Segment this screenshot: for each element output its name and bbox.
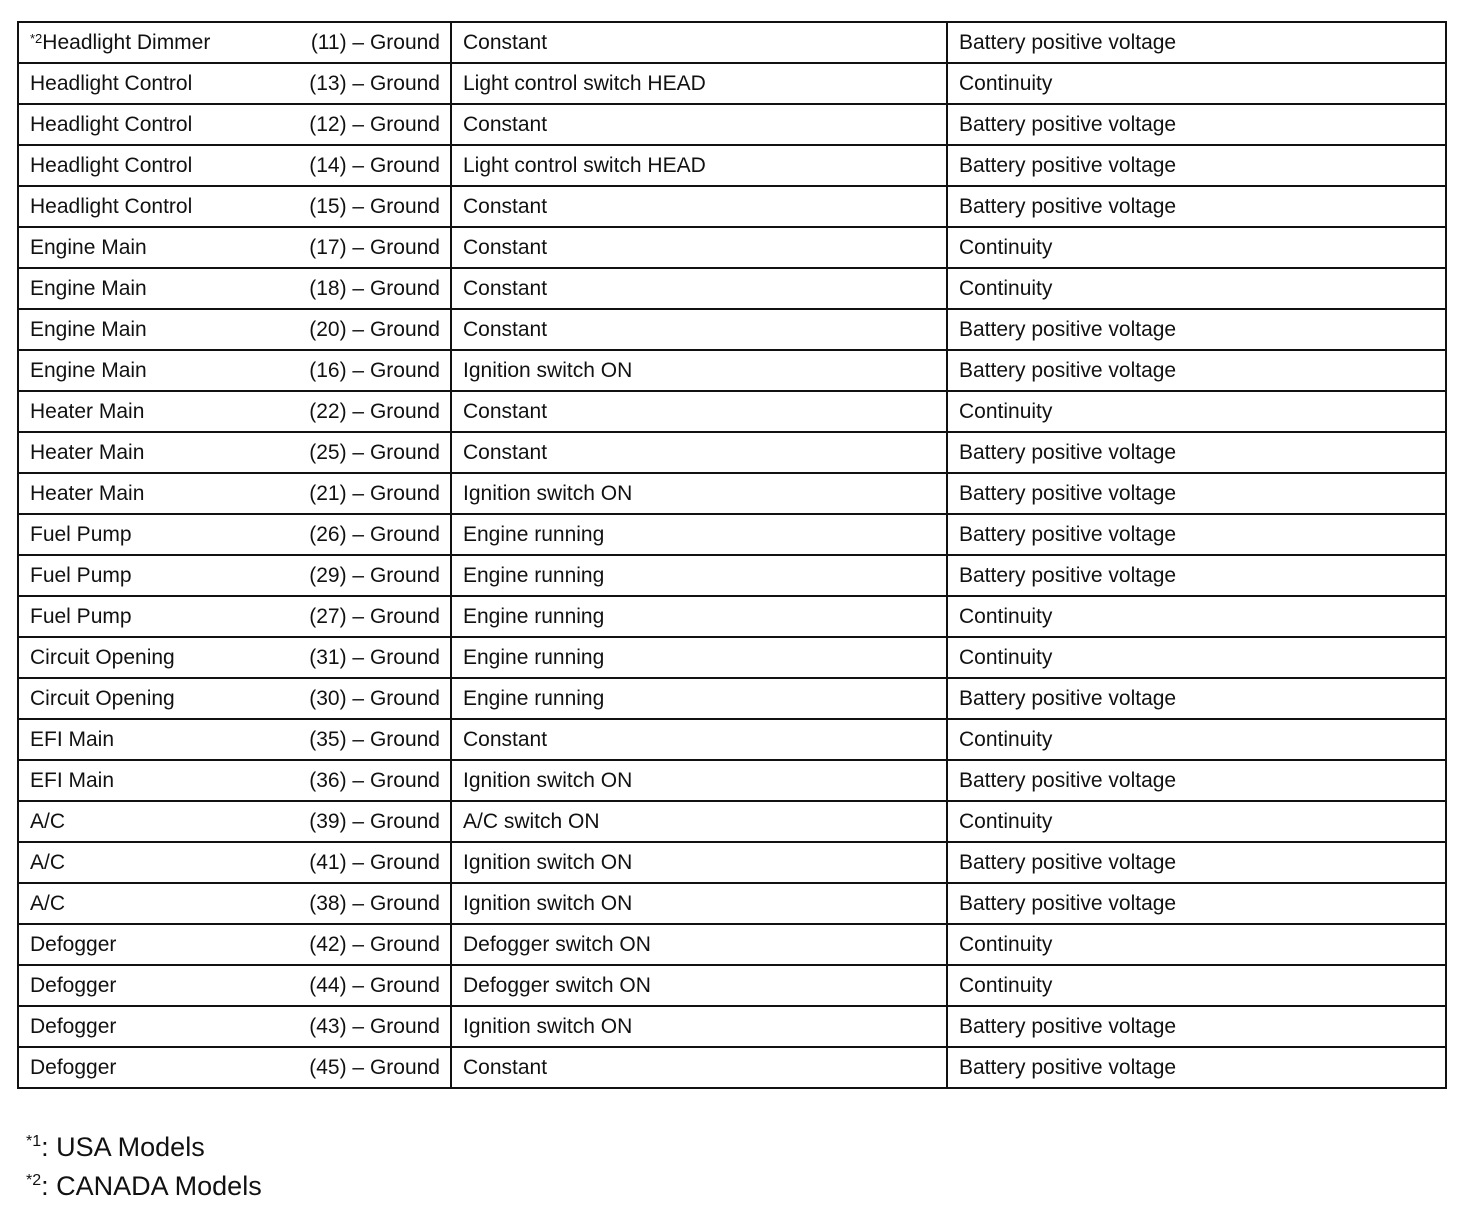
table-row: [18, 801, 1446, 842]
terminal-connection: (25) – Ground: [309, 440, 440, 464]
terminal-connection: (42) – Ground: [309, 932, 440, 956]
circuit-label: Fuel Pump: [30, 522, 132, 546]
terminal-connection: (45) – Ground: [309, 1055, 440, 1079]
circuit-terminal-cell: [18, 637, 451, 678]
circuit-terminal-cell: [18, 432, 451, 473]
circuit-name: [30, 1057, 116, 1079]
table-row: [18, 965, 1446, 1006]
circuit-name: [30, 237, 147, 259]
circuit-terminal-cell: [18, 1006, 451, 1047]
circuit-label: Heater Main: [30, 399, 145, 423]
terminal-connection: (27) – Ground: [309, 604, 440, 628]
specified-value-cell: Battery positive voltage: [947, 760, 1446, 801]
specified-value-cell: Battery positive voltage: [947, 678, 1446, 719]
circuit-terminal-cell: [18, 965, 451, 1006]
circuit-name: [30, 401, 144, 423]
table-row: [18, 309, 1446, 350]
circuit-terminal-cell: [18, 801, 451, 842]
condition-cell: A/C switch ON: [451, 801, 947, 842]
specified-value-cell: Continuity: [947, 63, 1446, 104]
circuit-terminal-wrap: [30, 483, 450, 505]
circuit-name: [30, 278, 147, 300]
terminal-connection: (12) – Ground: [309, 112, 440, 136]
circuit-name: [30, 73, 192, 95]
circuit-name: [30, 606, 132, 628]
circuit-terminal-cell: [18, 268, 451, 309]
terminal-connection: (44) – Ground: [309, 973, 440, 997]
terminal-connection: (14) – Ground: [309, 153, 440, 177]
condition-cell: Ignition switch ON: [451, 350, 947, 391]
condition-cell: Ignition switch ON: [451, 473, 947, 514]
table-row: [18, 63, 1446, 104]
circuit-name: [30, 114, 192, 136]
footnote-text: : CANADA Models: [41, 1171, 262, 1201]
circuit-terminal-cell: [18, 391, 451, 432]
table-row: [18, 227, 1446, 268]
circuit-terminal-cell: [18, 719, 451, 760]
terminal-connection: (17) – Ground: [309, 235, 440, 259]
terminal-check-sheet: [17, 21, 1445, 1089]
terminal-connection: (39) – Ground: [309, 809, 440, 833]
terminal-connection: (35) – Ground: [309, 727, 440, 751]
footnote-line: [26, 1167, 262, 1206]
specified-value-cell: Battery positive voltage: [947, 1006, 1446, 1047]
condition-cell: Constant: [451, 268, 947, 309]
specified-value-cell: Continuity: [947, 227, 1446, 268]
circuit-label: Heater Main: [30, 440, 145, 464]
footnote-text: : USA Models: [41, 1132, 205, 1162]
footnote-mark: *1: [26, 1133, 42, 1150]
specified-value-cell: Battery positive voltage: [947, 555, 1446, 596]
table-row: [18, 924, 1446, 965]
table-row: [18, 104, 1446, 145]
circuit-label: Engine Main: [30, 235, 147, 259]
circuit-label: Defogger: [30, 1055, 117, 1079]
condition-cell: Light control switch HEAD: [451, 145, 947, 186]
circuit-terminal-cell: [18, 104, 451, 145]
specified-value-cell: Battery positive voltage: [947, 842, 1446, 883]
circuit-name: [30, 32, 210, 54]
specified-value-cell: Battery positive voltage: [947, 883, 1446, 924]
circuit-name: [30, 729, 114, 751]
circuit-terminal-wrap: [30, 565, 450, 587]
circuit-label: Engine Main: [30, 276, 147, 300]
condition-cell: Ignition switch ON: [451, 842, 947, 883]
circuit-label: Fuel Pump: [30, 604, 132, 628]
terminal-connection: (30) – Ground: [309, 686, 440, 710]
condition-cell: Ignition switch ON: [451, 760, 947, 801]
condition-cell: Engine running: [451, 596, 947, 637]
table-row: [18, 186, 1446, 227]
specified-value-cell: Battery positive voltage: [947, 309, 1446, 350]
circuit-name: [30, 852, 65, 874]
circuit-terminal-wrap: [30, 893, 450, 915]
circuit-terminal-cell: [18, 473, 451, 514]
terminal-connection: (26) – Ground: [309, 522, 440, 546]
circuit-terminal-wrap: [30, 729, 450, 751]
specified-value-cell: Continuity: [947, 637, 1446, 678]
table-row: [18, 350, 1446, 391]
circuit-terminal-wrap: [30, 237, 450, 259]
condition-cell: Constant: [451, 309, 947, 350]
circuit-label: Heater Main: [30, 481, 145, 505]
table-row: [18, 719, 1446, 760]
specified-value-cell: Battery positive voltage: [947, 22, 1446, 63]
circuit-label: Headlight Control: [30, 112, 193, 136]
circuit-terminal-cell: [18, 760, 451, 801]
table-row: [18, 555, 1446, 596]
specified-value-cell: Battery positive voltage: [947, 186, 1446, 227]
footnote-mark: *2: [30, 30, 43, 46]
circuit-terminal-cell: [18, 22, 451, 63]
terminal-connection: (22) – Ground: [309, 399, 440, 423]
condition-cell: Engine running: [451, 637, 947, 678]
circuit-label: EFI Main: [30, 727, 115, 751]
circuit-terminal-cell: [18, 309, 451, 350]
terminal-connection: (41) – Ground: [309, 850, 440, 874]
specified-value-cell: Battery positive voltage: [947, 145, 1446, 186]
specified-value-cell: Continuity: [947, 268, 1446, 309]
condition-cell: Light control switch HEAD: [451, 63, 947, 104]
table-row: [18, 678, 1446, 719]
terminal-connection: (20) – Ground: [309, 317, 440, 341]
circuit-terminal-wrap: [30, 196, 450, 218]
circuit-name: [30, 155, 192, 177]
circuit-terminal-cell: [18, 1047, 451, 1088]
circuit-terminal-wrap: [30, 524, 450, 546]
circuit-terminal-wrap: [30, 319, 450, 341]
circuit-label: A/C: [30, 891, 66, 915]
condition-cell: Constant: [451, 186, 947, 227]
condition-cell: Constant: [451, 1047, 947, 1088]
circuit-name: [30, 975, 116, 997]
circuit-terminal-cell: [18, 678, 451, 719]
condition-cell: Defogger switch ON: [451, 965, 947, 1006]
condition-cell: Constant: [451, 391, 947, 432]
circuit-name: [30, 1016, 116, 1038]
table-row: [18, 432, 1446, 473]
circuit-label: Circuit Opening: [30, 686, 175, 710]
specified-value-cell: Battery positive voltage: [947, 514, 1446, 555]
condition-cell: Engine running: [451, 514, 947, 555]
circuit-name: [30, 811, 65, 833]
circuit-terminal-cell: [18, 350, 451, 391]
table-row: [18, 883, 1446, 924]
condition-cell: Constant: [451, 104, 947, 145]
circuit-name: [30, 360, 147, 382]
circuit-label: Headlight Dimmer: [42, 30, 211, 54]
circuit-terminal-wrap: [30, 934, 450, 956]
terminal-connection: (13) – Ground: [309, 71, 440, 95]
table-row: [18, 760, 1446, 801]
circuit-terminal-wrap: [30, 975, 450, 997]
specified-value-cell: Continuity: [947, 719, 1446, 760]
specified-value-cell: Continuity: [947, 924, 1446, 965]
specified-value-cell: Battery positive voltage: [947, 104, 1446, 145]
footnote-line: [26, 1128, 262, 1167]
table-row: [18, 637, 1446, 678]
table-row: [18, 145, 1446, 186]
circuit-terminal-cell: [18, 883, 451, 924]
table-row: [18, 596, 1446, 637]
circuit-terminal-wrap: [30, 606, 450, 628]
circuit-terminal-cell: [18, 514, 451, 555]
circuit-terminal-cell: [18, 924, 451, 965]
circuit-terminal-wrap: [30, 770, 450, 792]
table-row: [18, 473, 1446, 514]
terminal-connection: (16) – Ground: [309, 358, 440, 382]
table-body: [18, 22, 1446, 1088]
circuit-label: Headlight Control: [30, 71, 193, 95]
circuit-name: [30, 319, 147, 341]
condition-cell: Engine running: [451, 555, 947, 596]
terminal-check-table: [17, 21, 1447, 1089]
circuit-name: [30, 647, 175, 669]
circuit-label: Defogger: [30, 1014, 117, 1038]
specified-value-cell: Battery positive voltage: [947, 1047, 1446, 1088]
circuit-label: Fuel Pump: [30, 563, 132, 587]
table-row: [18, 514, 1446, 555]
specified-value-cell: Continuity: [947, 596, 1446, 637]
circuit-terminal-cell: [18, 842, 451, 883]
terminal-connection: (18) – Ground: [309, 276, 440, 300]
circuit-terminal-wrap: [30, 32, 450, 54]
condition-cell: Ignition switch ON: [451, 883, 947, 924]
condition-cell: Constant: [451, 22, 947, 63]
circuit-label: A/C: [30, 850, 66, 874]
circuit-name: [30, 196, 192, 218]
circuit-name: [30, 934, 116, 956]
condition-cell: Ignition switch ON: [451, 1006, 947, 1047]
specified-value-cell: Battery positive voltage: [947, 350, 1446, 391]
terminal-connection: (43) – Ground: [309, 1014, 440, 1038]
circuit-name: [30, 688, 175, 710]
specified-value-cell: Battery positive voltage: [947, 473, 1446, 514]
circuit-label: A/C: [30, 809, 66, 833]
specified-value-cell: Continuity: [947, 391, 1446, 432]
circuit-terminal-cell: [18, 186, 451, 227]
table-row: [18, 1047, 1446, 1088]
circuit-terminal-wrap: [30, 1057, 450, 1079]
circuit-name: [30, 442, 144, 464]
condition-cell: Constant: [451, 432, 947, 473]
circuit-label: Headlight Control: [30, 153, 193, 177]
circuit-label: Defogger: [30, 973, 117, 997]
circuit-terminal-wrap: [30, 442, 450, 464]
circuit-label: Engine Main: [30, 317, 147, 341]
terminal-connection: (31) – Ground: [309, 645, 440, 669]
terminal-connection: (36) – Ground: [309, 768, 440, 792]
circuit-terminal-wrap: [30, 811, 450, 833]
table-row: [18, 842, 1446, 883]
circuit-terminal-wrap: [30, 278, 450, 300]
terminal-connection: (15) – Ground: [309, 194, 440, 218]
circuit-name: [30, 893, 65, 915]
circuit-terminal-wrap: [30, 1016, 450, 1038]
condition-cell: Defogger switch ON: [451, 924, 947, 965]
circuit-name: [30, 483, 144, 505]
table-row: [18, 268, 1446, 309]
circuit-terminal-cell: [18, 227, 451, 268]
condition-cell: Engine running: [451, 678, 947, 719]
circuit-terminal-wrap: [30, 360, 450, 382]
circuit-terminal-wrap: [30, 647, 450, 669]
terminal-connection: (29) – Ground: [309, 563, 440, 587]
table-row: [18, 391, 1446, 432]
condition-cell: Constant: [451, 719, 947, 760]
circuit-terminal-wrap: [30, 114, 450, 136]
specified-value-cell: Continuity: [947, 965, 1446, 1006]
circuit-name: [30, 524, 132, 546]
circuit-terminal-wrap: [30, 401, 450, 423]
circuit-label: Engine Main: [30, 358, 147, 382]
terminal-connection: (38) – Ground: [309, 891, 440, 915]
footnote-mark: *2: [26, 1172, 42, 1189]
circuit-label: Defogger: [30, 932, 117, 956]
circuit-name: [30, 565, 132, 587]
specified-value-cell: Battery positive voltage: [947, 432, 1446, 473]
table-row: [18, 22, 1446, 63]
circuit-terminal-cell: [18, 555, 451, 596]
circuit-name: [30, 770, 114, 792]
circuit-terminal-wrap: [30, 688, 450, 710]
condition-cell: Constant: [451, 227, 947, 268]
circuit-label: Headlight Control: [30, 194, 193, 218]
circuit-label: EFI Main: [30, 768, 115, 792]
footnotes: [26, 1128, 262, 1206]
circuit-label: Circuit Opening: [30, 645, 175, 669]
circuit-terminal-wrap: [30, 155, 450, 177]
circuit-terminal-wrap: [30, 852, 450, 874]
terminal-connection: (11) – Ground: [310, 30, 440, 54]
circuit-terminal-cell: [18, 145, 451, 186]
circuit-terminal-wrap: [30, 73, 450, 95]
circuit-terminal-cell: [18, 596, 451, 637]
table-row: [18, 1006, 1446, 1047]
terminal-connection: (21) – Ground: [309, 481, 440, 505]
circuit-terminal-cell: [18, 63, 451, 104]
specified-value-cell: Continuity: [947, 801, 1446, 842]
